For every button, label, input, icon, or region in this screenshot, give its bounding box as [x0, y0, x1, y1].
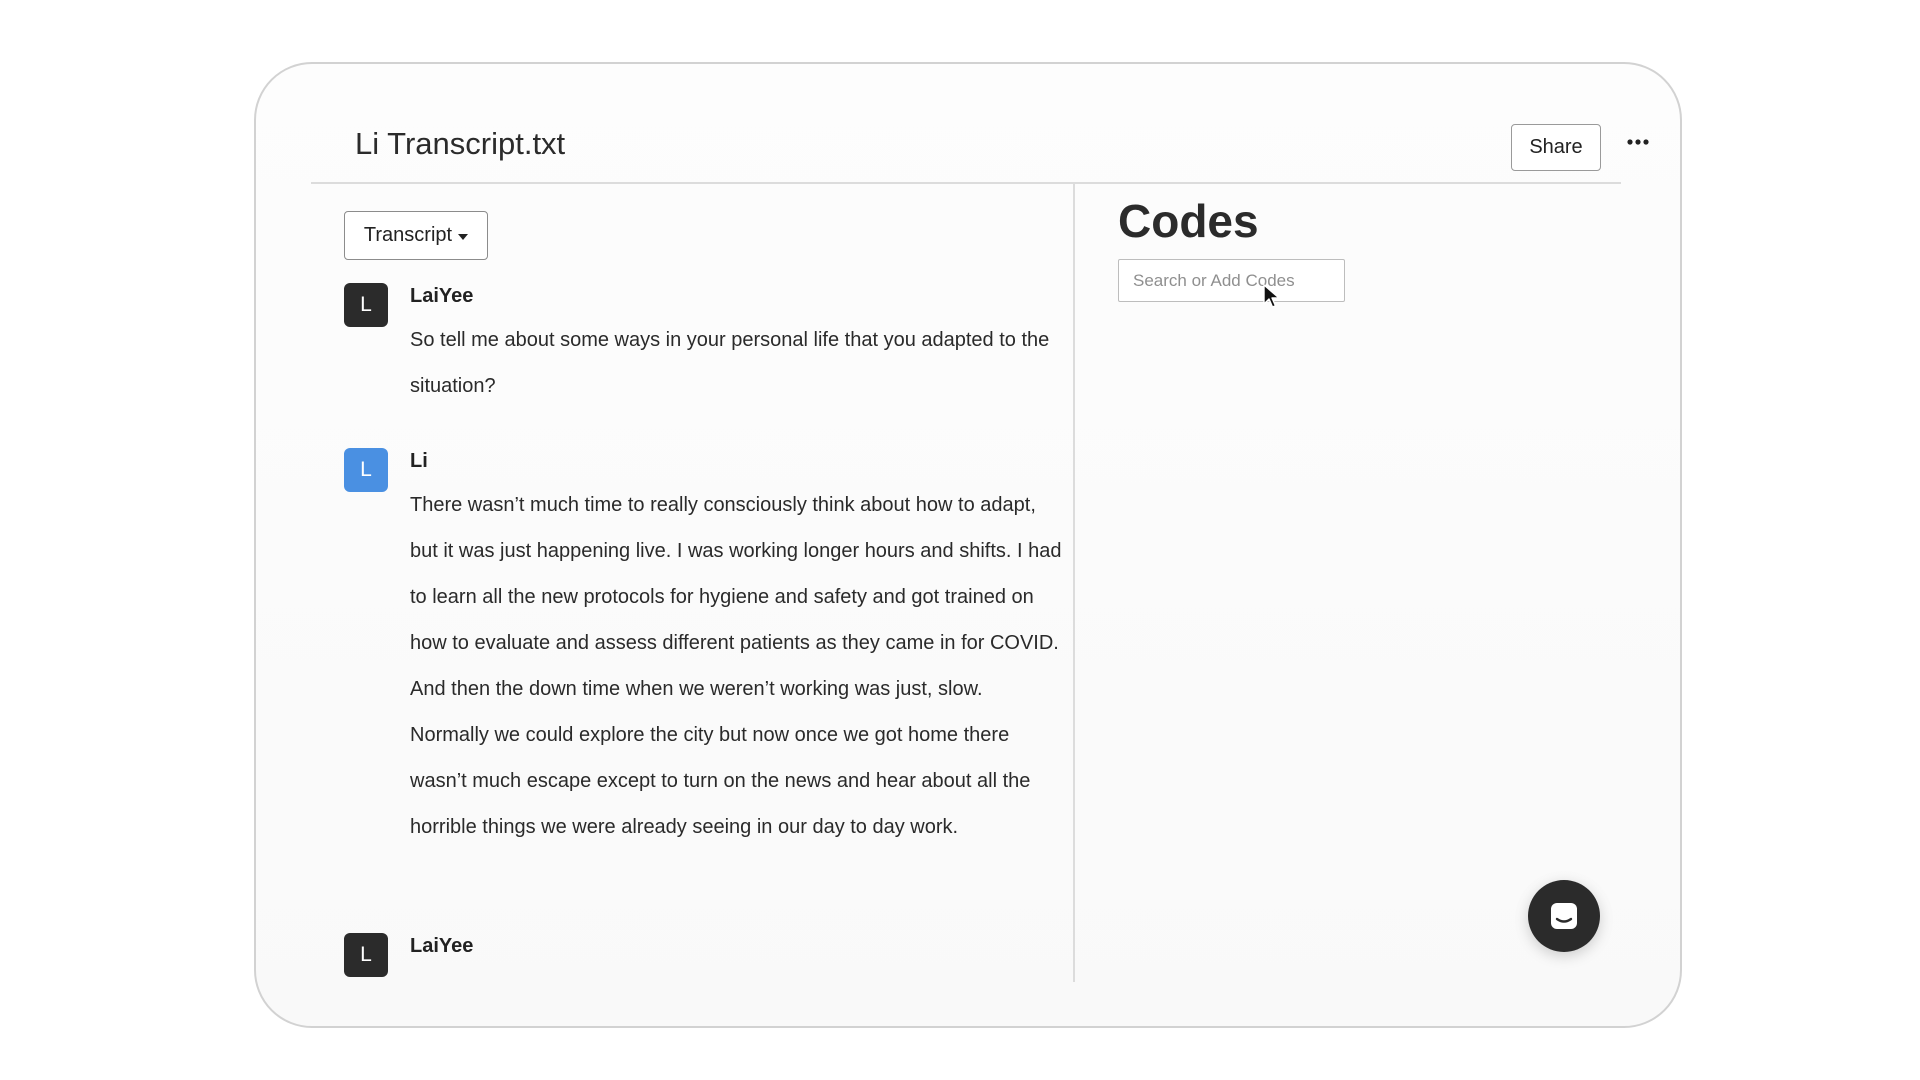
- view-selector-dropdown[interactable]: [344, 211, 488, 260]
- avatar: L: [344, 283, 388, 327]
- document-header: [311, 64, 1621, 184]
- chat-launcher-button[interactable]: [1528, 880, 1600, 952]
- chat-icon: [1548, 900, 1580, 932]
- mouse-cursor-icon: [1263, 284, 1281, 310]
- message-text: There wasn’t much time to really consciously think about how to adapt, but it was just happening live. I was working longer hours and shifts. I had to learn all the new protocols for hygiene and safety and got trained on how to evaluate and assess different patients as they came in for COVID. And then the down time when we weren’t working was just, slow. Normally we could explore the city but now once we got home there wasn’t much escape except to turn on the news and hear about all the horrible things we were already seeing in our day to day work.: [410, 494, 1062, 838]
- avatar: L: [344, 933, 388, 977]
- speaker-name: LaiYee: [410, 285, 474, 307]
- codes-search-input[interactable]: [1118, 259, 1345, 302]
- speaker-name: LaiYee: [410, 935, 474, 957]
- speaker-name: Li: [410, 450, 428, 472]
- view-selector-label: Transcript: [363, 224, 453, 246]
- codes-title: Codes: [1118, 195, 1259, 247]
- document-title: Li Transcript.txt: [355, 126, 566, 161]
- more-horizontal-icon: [1627, 139, 1649, 145]
- pane-divider: [1073, 182, 1075, 982]
- share-button[interactable]: Share: [1511, 124, 1601, 171]
- caret-down-icon: [458, 234, 468, 240]
- avatar: L: [344, 448, 388, 492]
- app-window: [254, 62, 1682, 1028]
- more-options-button[interactable]: [1623, 132, 1653, 152]
- message-text: So tell me about some ways in your personal life that you adapted to the situation?: [410, 329, 1050, 397]
